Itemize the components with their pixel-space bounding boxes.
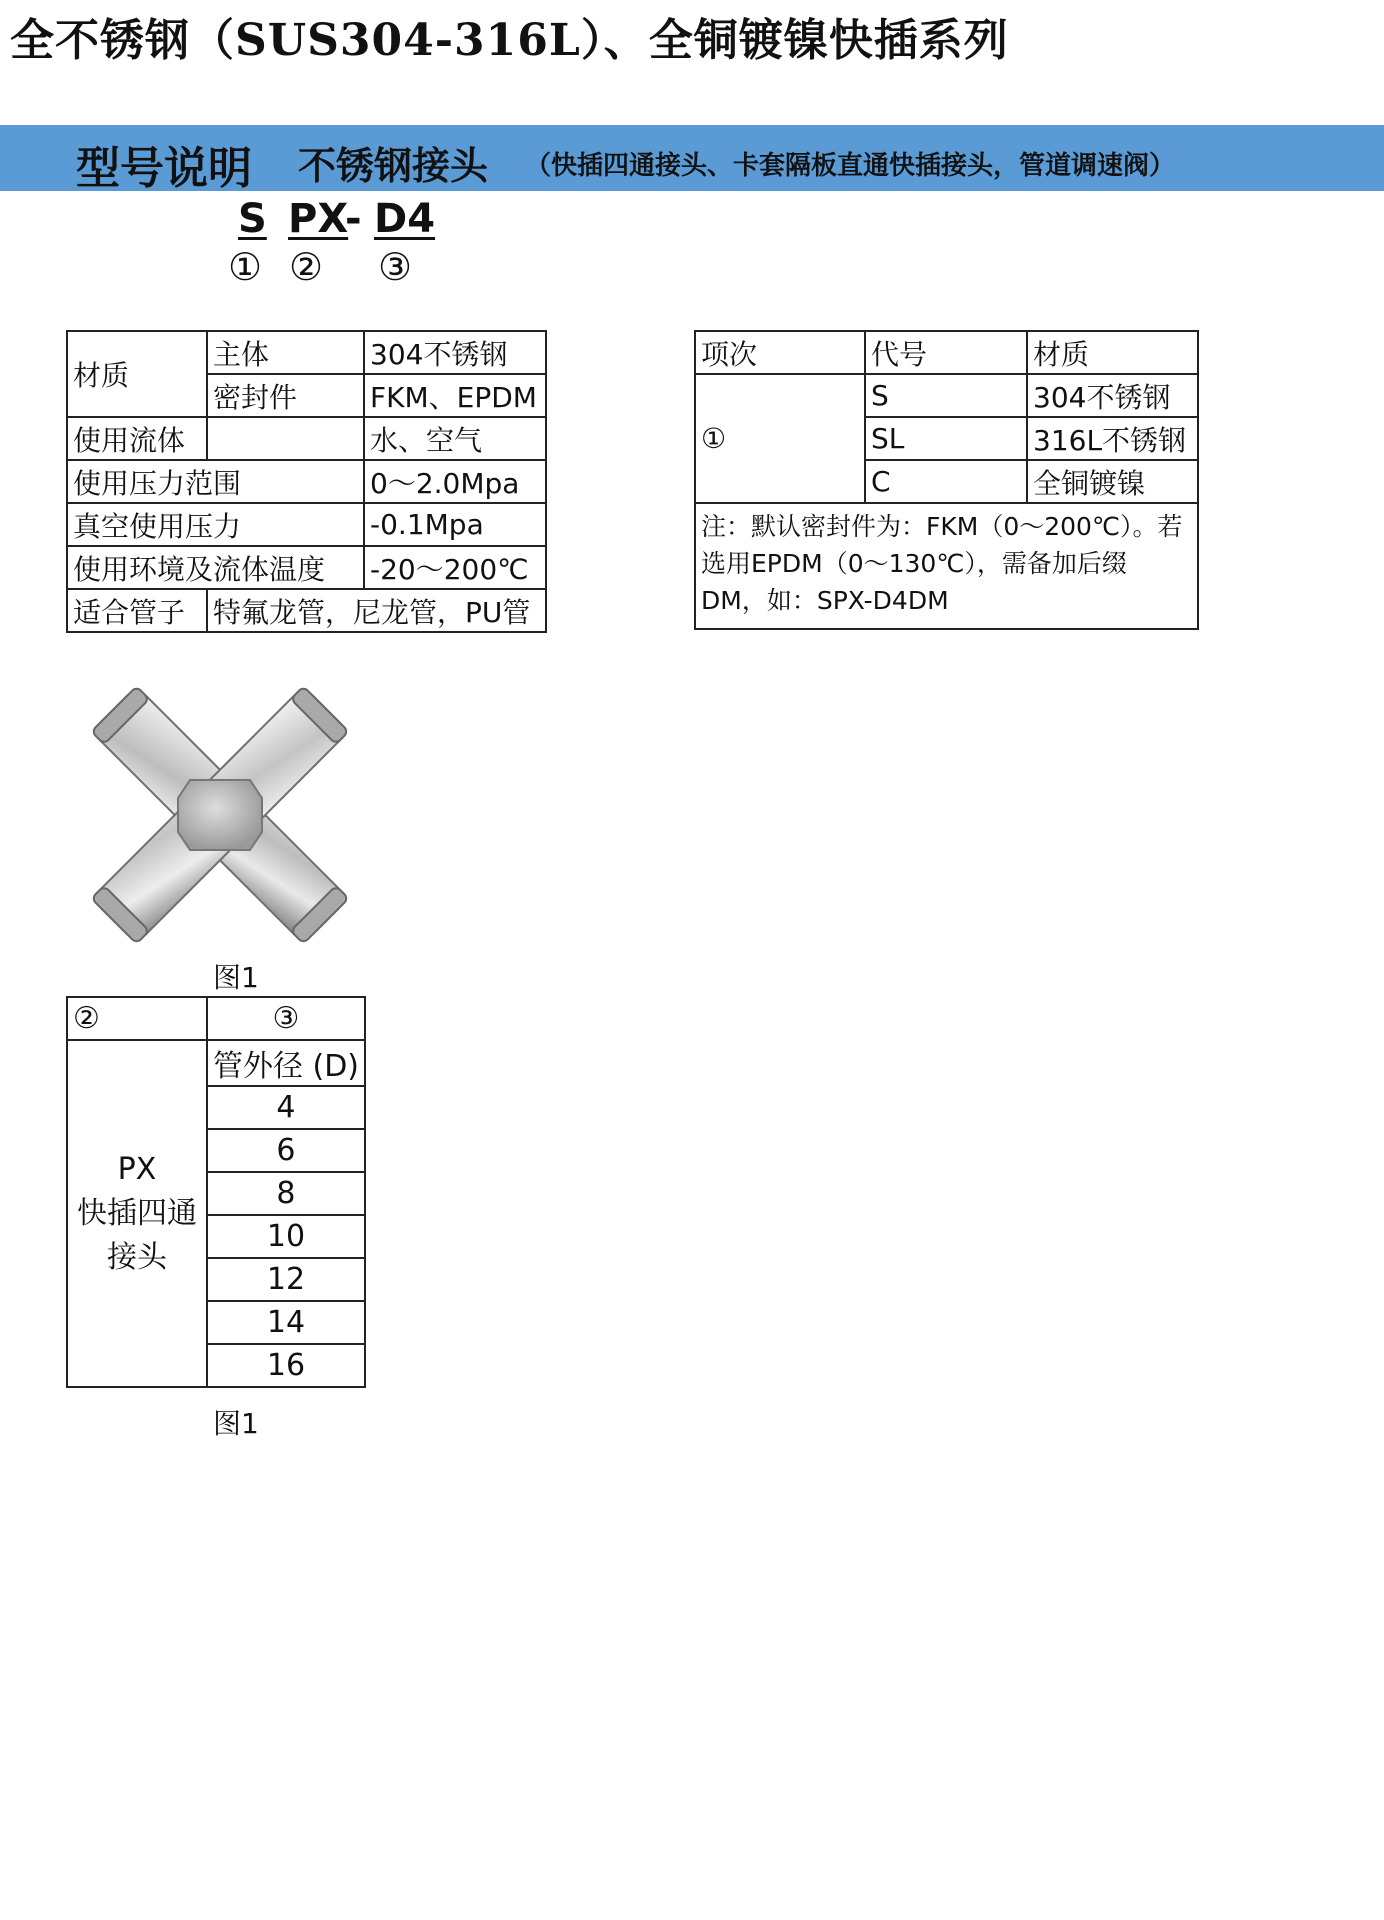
body-value: 304不锈钢	[364, 331, 546, 374]
code-part-series: S	[238, 196, 267, 242]
size-table	[66, 996, 366, 1388]
size-cell: 4	[207, 1086, 365, 1129]
section-banner	[0, 125, 1384, 194]
size-header-left: ②	[67, 997, 207, 1040]
size-cell: 14	[207, 1301, 365, 1344]
size-table-caption: 图1	[213, 1407, 259, 1440]
material-cell: 304不锈钢	[1027, 374, 1198, 417]
type-code: PX	[117, 1151, 157, 1187]
tube-value: 特氟龙管，尼龙管，PU管	[207, 589, 546, 632]
header-material: 材质	[1027, 331, 1198, 374]
header-item: 项次	[695, 331, 865, 374]
pressure-value: 0～2.0Mpa	[364, 460, 546, 503]
code-part-dash: -	[345, 196, 362, 242]
temperature-value: -20～200℃	[364, 546, 546, 589]
type-cell	[67, 1040, 207, 1387]
seal-note: 注：默认密封件为：FKM（0～200℃）。若选用EPDM（0～130℃），需备加后缀DM，如：SPX-D4DM	[695, 503, 1198, 629]
material-label: 材质	[67, 331, 207, 417]
size-cell: 12	[207, 1258, 365, 1301]
spec-table	[66, 330, 547, 633]
code-cell: SL	[865, 417, 1027, 460]
code-part-type: PX	[288, 196, 349, 242]
type-name-line2: 接头	[106, 1239, 167, 1275]
pressure-label: 使用压力范围	[67, 460, 364, 503]
cross-fitting-image	[80, 680, 360, 950]
size-cell: 6	[207, 1129, 365, 1172]
size-cell: 10	[207, 1215, 365, 1258]
fluid-value: 水、空气	[364, 417, 546, 460]
diameter-label: 管外径 (D)	[207, 1040, 365, 1086]
size-cell: 16	[207, 1344, 365, 1387]
body-label: 主体	[207, 331, 364, 374]
banner-subtitle: 不锈钢接头	[298, 144, 489, 188]
banner-main-title: 型号说明	[76, 143, 252, 194]
tube-label: 适合管子	[67, 589, 207, 632]
vacuum-value: -0.1Mpa	[364, 503, 546, 546]
material-cell: 全铜镀镍	[1027, 460, 1198, 503]
fluid-label: 使用流体	[67, 417, 207, 460]
header-code: 代号	[865, 331, 1027, 374]
seal-label: 密封件	[207, 374, 364, 417]
size-header-right: ③	[207, 997, 365, 1040]
material-cell: 316L不锈钢	[1027, 417, 1198, 460]
vacuum-label: 真空使用压力	[67, 503, 364, 546]
marker-3: ③	[378, 245, 413, 289]
code-part-size: D4	[374, 196, 436, 242]
item-marker: ①	[695, 374, 865, 503]
document-title: 全不锈钢（SUS304-316L）、全铜镀镍快插系列	[10, 15, 1009, 66]
marker-2: ②	[289, 245, 324, 289]
seal-value: FKM、EPDM	[364, 374, 546, 417]
figure-caption: 图1	[213, 961, 259, 994]
temperature-label: 使用环境及流体温度	[67, 546, 364, 589]
code-cell: C	[865, 460, 1027, 503]
banner-note: （快插四通接头、卡套隔板直通快插接头，管道调速阀）	[525, 151, 1176, 181]
marker-1: ①	[228, 245, 263, 289]
material-table	[694, 330, 1199, 630]
type-name-line1: 快插四通	[76, 1195, 197, 1231]
size-cell: 8	[207, 1172, 365, 1215]
code-cell: S	[865, 374, 1027, 417]
